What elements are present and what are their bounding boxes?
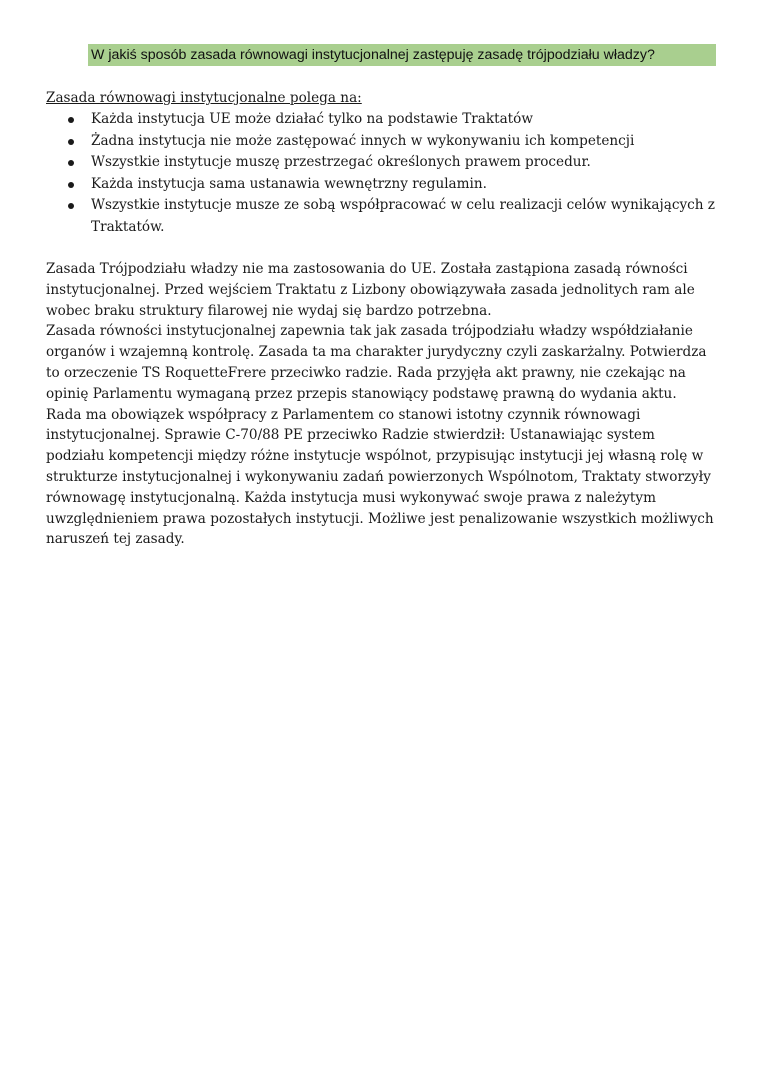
bullet-icon [68, 182, 74, 188]
list-item [46, 152, 716, 174]
paragraph-rownosc: Zasada równości instytucjonalnej zapewnia tak jak zasada trójpodziału władzy współdziałanie organów i wzajemną kontrolę. Zasada ta ma charakter jurydyczny czyli zaskarżalny. Potwierdza to orzeczenie TS RoquetteFrere przeciwko radzie. Rada przyjęła akt prawny, nie czekając na opinię Parlamentu wymaganą przez przepis stanowiący podstawę prawną do wydania aktu. Rada ma obowiązek współpracy z Parlamentem co stanowi istotny czynnik równowagi instytucjonalnej. Sprawie C-70/88 PE przeciwko Radzie stwierdził: Ustanawiając system podziału kompetencji między różne instytucje wspólnot, przypisując instytucji jej własną rolę w strukturze instytucjonalnej i wykonywaniu zadań powierzonych Wspólnotom, Traktaty stworzyły równowagę instytucjonalną. Każda instytucja musi wykonywać swoje prawa z należytym uwzględnieniem prawa pozostałych instytucji. Możliwe jest penalizowanie wszystkich możliwych naruszeń tej zasady. [46, 323, 714, 548]
body-text [46, 259, 716, 550]
document-page [46, 44, 716, 550]
bullet-icon [68, 139, 74, 145]
list-item-text: Żadna instytucja nie może zastępować innych w wykonywaniu ich kompetencji [91, 132, 635, 149]
list-item [46, 109, 716, 131]
bullet-list [46, 109, 716, 238]
intro-label: Zasada równowagi instytucjonalne polega na: [46, 90, 362, 106]
list-item [46, 174, 716, 196]
question-heading: W jakiś sposób zasada równowagi instytucjonalnej zastępuję zasadę trójpodziału władzy? [88, 44, 716, 66]
bullet-icon [68, 117, 74, 123]
list-item-text: Wszystkie instytucje muszę przestrzegać określonych prawem procedur. [91, 154, 591, 170]
bullet-icon [68, 203, 74, 209]
list-item-text: Każda instytucja UE może działać tylko na podstawie Traktatów [91, 111, 533, 127]
list-item-text: Wszystkie instytucje musze ze sobą współpracować w celu realizacji celów wynikających z Traktatów. [91, 197, 715, 235]
bullet-icon [68, 160, 74, 166]
list-item-text: Każda instytucja sama ustanawia wewnętrzny regulamin. [91, 175, 487, 192]
paragraph-trojpodzial: Zasada Trójpodziału władzy nie ma zastosowania do UE. Została zastąpiona zasadą równości instytucjonalnej. Przed wejściem Traktatu z Lizbony obowiązywała zasada jednolitych ram ale wobec braku struktury filarowej nie wydaj się bardzo potrzebna. [46, 261, 695, 319]
list-item [46, 195, 716, 238]
list-item [46, 131, 716, 153]
